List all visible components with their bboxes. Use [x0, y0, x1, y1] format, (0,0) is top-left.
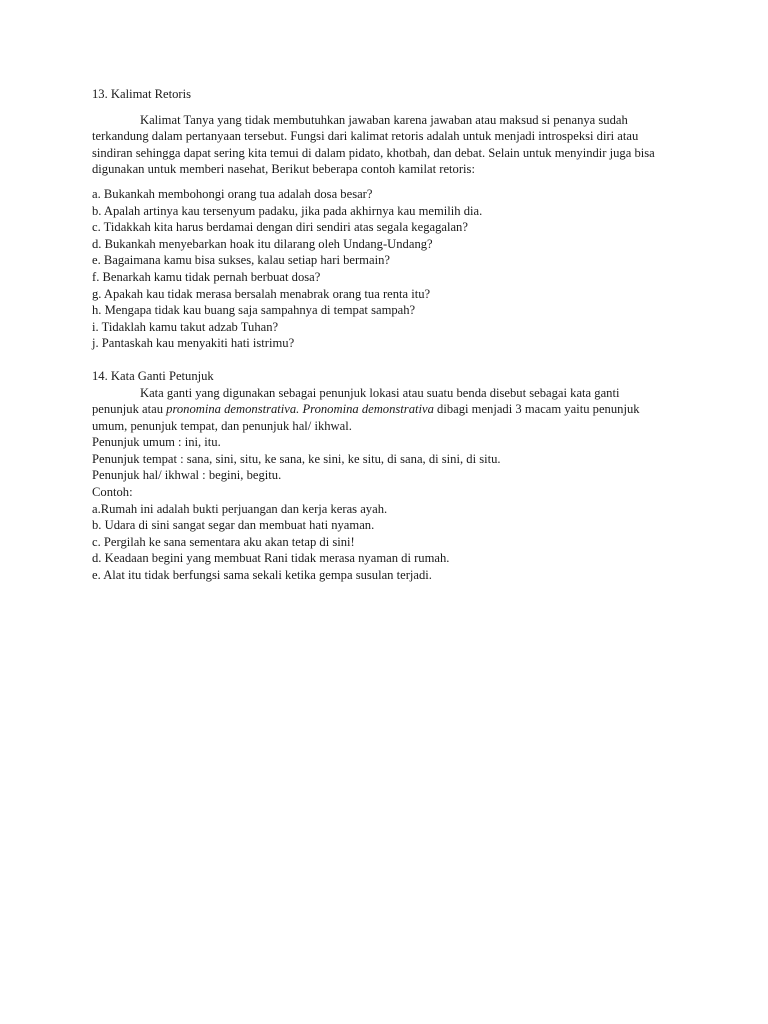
list-item: j. Pantaskah kau menyakiti hati istrimu?: [92, 336, 295, 351]
list-item: h. Mengapa tidak kau buang saja sampahnya di tempat sampah?: [92, 303, 416, 318]
section-14-heading: 14. Kata Ganti Petunjuk: [92, 368, 214, 383]
list-item: d. Bukankah menyebarkan hoak itu dilarang oleh Undang-Undang?: [92, 236, 433, 251]
list-item: c. Tidakkah kita harus berdamai dengan diri sendiri atas segala kegagalan?: [92, 220, 468, 235]
list-item: e. Bagaimana kamu bisa sukses, kalau setiap hari bermain?: [92, 253, 390, 268]
list-item: f. Benarkah kamu tidak pernah berbuat dosa?: [92, 269, 321, 284]
penunjuk-tempat-line: Penunjuk tempat : sana, sini, situ, ke sana, ke sini, ke situ, di sana, di sini, di situ.: [92, 451, 501, 466]
section-13-paragraph: Kalimat Tanya yang tidak membutuhkan jawaban karena jawaban atau maksud si penanya sudah terkandung dalam pertanyaan tersebut. Fungsi dari kalimat retoris adalah untuk menjadi introspeksi diri atau sindiran sehingga dapat sering kita temui di dalam pidato, khotbah, dan debat. Selain untuk menyindir juga bisa digunakan untuk memberi nasehat, Berikut beberapa contoh kamilat retoris:: [92, 112, 655, 177]
list-item: a.Rumah ini adalah bukti perjuangan dan kerja keras ayah.: [92, 501, 388, 516]
list-item: b. Apalah artinya kau tersenyum padaku, jika pada akhirnya kau memilih dia.: [92, 203, 483, 218]
section-13-heading: 13. Kalimat Retoris: [92, 87, 191, 101]
section-14-example-list: [92, 501, 664, 584]
document-page: [92, 86, 664, 584]
paragraph-text: dibagi menjadi 3 macam yaitu penunjuk umum, penunjuk tempat, dan penunjuk hal/ ikhwal.: [92, 402, 640, 433]
paragraph-text: Kata ganti yang digunakan sebagai penunjuk lokasi atau suatu benda disebut sebagai kata ganti penunjuk atau: [92, 385, 620, 417]
paragraph-italic-term: pronomina demonstrativa. Pronomina demonstrativa: [166, 402, 434, 417]
list-item: e. Alat itu tidak berfungsi sama sekali ketika gempa susulan terjadi.: [92, 568, 432, 583]
contoh-label: Contoh:: [92, 485, 133, 500]
list-item: g. Apakah kau tidak merasa bersalah menabrak orang tua renta itu?: [92, 286, 431, 301]
list-item: a. Bukankah membohongi orang tua adalah dosa besar?: [92, 186, 373, 201]
section-13-example-list: [92, 186, 664, 352]
list-item: b. Udara di sini sangat segar dan membuat hati nyaman.: [92, 518, 375, 533]
penunjuk-hal-line: Penunjuk hal/ ikhwal : begini, begitu.: [92, 468, 282, 483]
list-item: c. Pergilah ke sana sementara aku akan tetap di sini!: [92, 534, 355, 549]
section-14-paragraph: [92, 385, 664, 435]
penunjuk-umum-line: Penunjuk umum : ini, itu.: [92, 435, 221, 450]
list-item: d. Keadaan begini yang membuat Rani tidak merasa nyaman di rumah.: [92, 551, 450, 566]
list-item: i. Tidaklah kamu takut adzab Tuhan?: [92, 319, 279, 334]
